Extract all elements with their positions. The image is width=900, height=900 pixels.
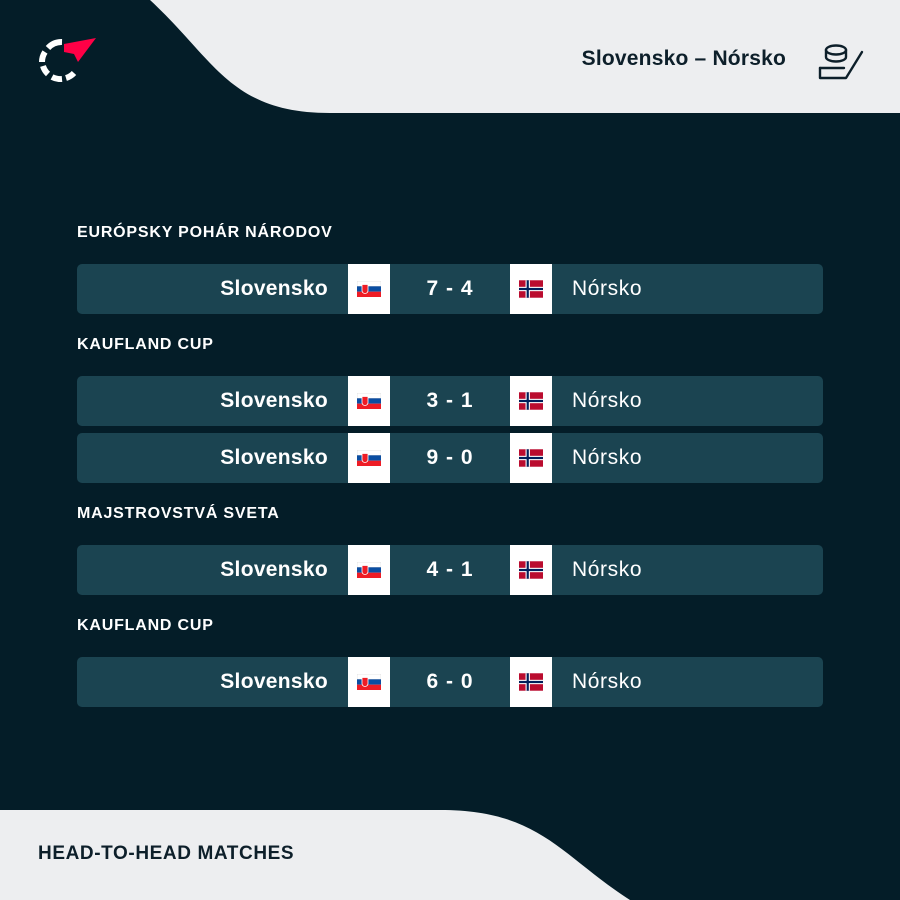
home-team-name: Slovensko (220, 446, 328, 469)
footer-title: HEAD-TO-HEAD MATCHES (38, 843, 295, 864)
slovakia-flag-icon (348, 657, 390, 707)
norway-flag-icon (510, 264, 552, 314)
norway-flag-icon (510, 657, 552, 707)
competition-label: KAUFLAND CUP (77, 617, 214, 634)
match-row[interactable] (77, 657, 823, 707)
competition-label: MAJSTROVSTVÁ SVETA (77, 505, 280, 522)
norway-flag-icon (510, 433, 552, 483)
slovakia-flag-icon (348, 545, 390, 595)
norway-flag-icon (510, 376, 552, 426)
match-score: 4 - 1 (426, 558, 474, 581)
match-score: 6 - 0 (426, 670, 474, 693)
away-team-name: Nórsko (572, 389, 643, 412)
home-team-name: Slovensko (220, 389, 328, 412)
match-row[interactable] (77, 545, 823, 595)
slovakia-flag-icon (348, 376, 390, 426)
match-row[interactable] (77, 433, 823, 483)
away-team-name: Nórsko (572, 558, 643, 581)
head-to-head-list (77, 222, 823, 727)
competition-label: KAUFLAND CUP (77, 336, 214, 353)
hockey-puck-stick-icon (816, 42, 866, 82)
match-score: 3 - 1 (426, 389, 474, 412)
away-team-name: Nórsko (572, 670, 643, 693)
match-score: 7 - 4 (426, 277, 474, 300)
slovakia-flag-icon (348, 433, 390, 483)
match-score: 9 - 0 (426, 446, 474, 469)
norway-flag-icon (510, 545, 552, 595)
home-team-name: Slovensko (220, 670, 328, 693)
away-team-name: Nórsko (572, 277, 643, 300)
page-title: Slovensko – Nórsko (581, 47, 786, 70)
home-team-name: Slovensko (220, 277, 328, 300)
match-row[interactable] (77, 264, 823, 314)
slovakia-flag-icon (348, 264, 390, 314)
home-team-name: Slovensko (220, 558, 328, 581)
match-row[interactable] (77, 376, 823, 426)
flashscore-logo-icon (34, 34, 96, 82)
away-team-name: Nórsko (572, 446, 643, 469)
competition-label: EURÓPSKY POHÁR NÁRODOV (77, 224, 333, 241)
